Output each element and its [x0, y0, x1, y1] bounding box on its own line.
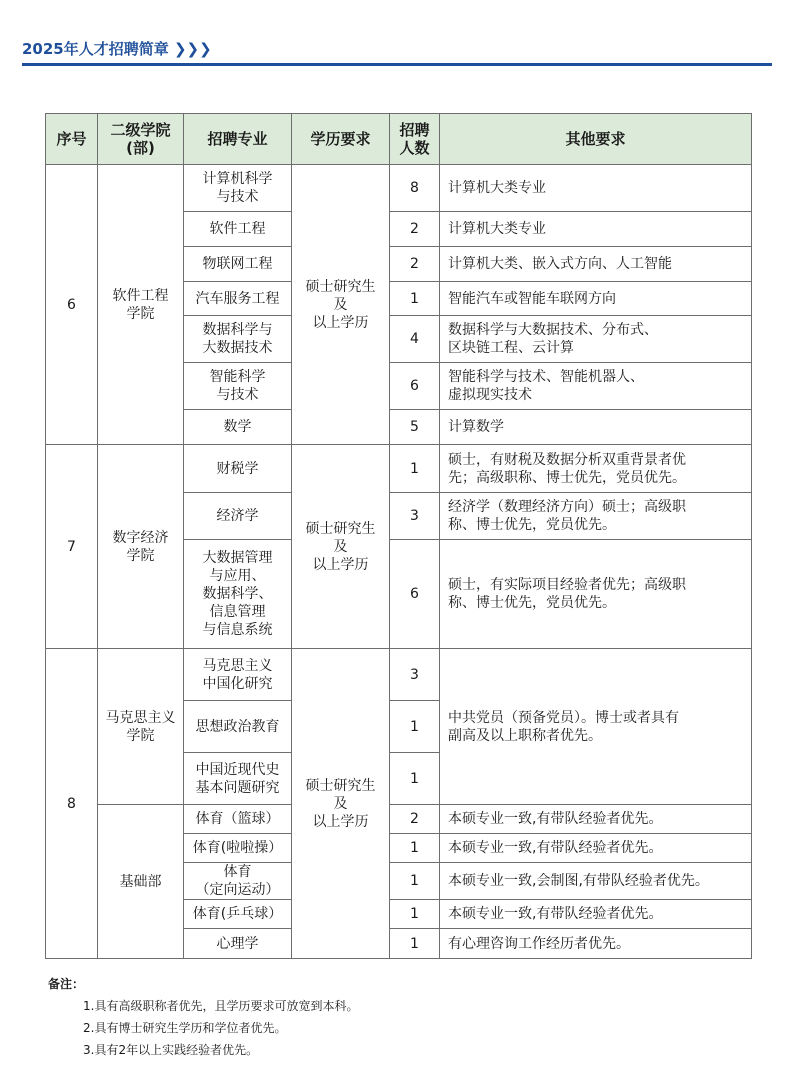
requirement-cell: 硕士，有财税及数据分析双重背景者优 先；高级职称、博士优先，党员优先。: [440, 445, 752, 493]
requirement-cell: 硕士，有实际项目经验者优先；高级职 称、博士优先，党员优先。: [440, 540, 752, 649]
count-cell: 4: [390, 316, 440, 363]
note-item: 3.具有2年以上实践经验者优先。: [83, 1043, 259, 1057]
seq-cell: 7: [46, 445, 98, 649]
table-row: [46, 445, 752, 493]
major-cell: 体育(乒乓球）: [184, 900, 292, 929]
note-item: 1.具有高级职称者优先，且学历要求可放宽到本科。: [83, 999, 359, 1013]
major-cell: 软件工程: [184, 212, 292, 247]
degree-cell: 硕士研究生 及 以上学历: [292, 165, 390, 445]
major-cell: 大数据管理 与应用、 数据科学、 信息管理 与信息系统: [184, 540, 292, 649]
table-row: [46, 649, 752, 701]
count-cell: 1: [390, 282, 440, 316]
count-cell: 5: [390, 410, 440, 445]
notes-title: 备注：: [48, 977, 85, 991]
table-row: [46, 805, 752, 834]
college-cell: 数字经济 学院: [98, 445, 184, 649]
seq-cell: 8: [46, 649, 98, 959]
major-cell: 中国近现代史 基本问题研究: [184, 753, 292, 805]
count-cell: 3: [390, 493, 440, 540]
requirement-cell: 计算机大类专业: [440, 165, 752, 212]
header-college: 二级学院 (部): [98, 114, 184, 165]
requirement-cell: 计算数学: [440, 410, 752, 445]
requirement-cell: 计算机大类、嵌入式方向、人工智能: [440, 247, 752, 282]
count-cell: 6: [390, 363, 440, 410]
college-cell: 马克思主义 学院: [98, 649, 184, 805]
major-cell: 思想政治教育: [184, 701, 292, 753]
major-cell: 体育(啦啦操）: [184, 834, 292, 863]
requirement-cell: 经济学（数理经济方向）硕士；高级职 称、博士优先，党员优先。: [440, 493, 752, 540]
count-cell: 2: [390, 805, 440, 834]
major-cell: 计算机科学 与技术: [184, 165, 292, 212]
requirement-cell: 本硕专业一致,会制图,有带队经验者优先。: [440, 863, 752, 900]
requirement-cell: 智能科学与技术、智能机器人、 虚拟现实技术: [440, 363, 752, 410]
major-cell: 经济学: [184, 493, 292, 540]
count-cell: 3: [390, 649, 440, 701]
count-cell: 1: [390, 929, 440, 959]
degree-cell: 硕士研究生 及 以上学历: [292, 445, 390, 649]
major-cell: 汽车服务工程: [184, 282, 292, 316]
header-other-requirements: 其他要求: [440, 114, 752, 165]
major-cell: 物联网工程: [184, 247, 292, 282]
requirement-cell: 本硕专业一致,有带队经验者优先。: [440, 900, 752, 929]
major-cell: 心理学: [184, 929, 292, 959]
count-cell: 8: [390, 165, 440, 212]
major-cell: 数据科学与 大数据技术: [184, 316, 292, 363]
table-row: [46, 165, 752, 212]
count-cell: 2: [390, 247, 440, 282]
count-cell: 1: [390, 445, 440, 493]
major-cell: 数学: [184, 410, 292, 445]
major-cell: 智能科学 与技术: [184, 363, 292, 410]
count-cell: 2: [390, 212, 440, 247]
table-body: [46, 165, 752, 959]
count-cell: 1: [390, 753, 440, 805]
table-header-row: [46, 114, 752, 165]
header-count: 招聘 人数: [390, 114, 440, 165]
requirement-cell: 智能汽车或智能车联网方向: [440, 282, 752, 316]
count-cell: 1: [390, 834, 440, 863]
major-cell: 体育 （定向运动）: [184, 863, 292, 900]
college-cell: 软件工程 学院: [98, 165, 184, 445]
requirement-cell: 中共党员（预备党员）。博士或者具有 副高及以上职称者优先。: [440, 649, 752, 805]
requirement-cell: 本硕专业一致,有带队经验者优先。: [440, 834, 752, 863]
major-cell: 体育（篮球）: [184, 805, 292, 834]
recruitment-table-container: [45, 113, 751, 964]
count-cell: 1: [390, 863, 440, 900]
requirement-cell: 数据科学与大数据技术、分布式、 区块链工程、云计算: [440, 316, 752, 363]
header-degree: 学历要求: [292, 114, 390, 165]
requirement-cell: 本硕专业一致,有带队经验者优先。: [440, 805, 752, 834]
count-cell: 1: [390, 900, 440, 929]
header-divider: [22, 63, 772, 66]
notes-section: [48, 973, 358, 1061]
requirement-cell: 有心理咨询工作经历者优先。: [440, 929, 752, 959]
header-seq: 序号: [46, 114, 98, 165]
major-cell: 马克思主义 中国化研究: [184, 649, 292, 701]
page-header-title: 2025年人才招聘简章 ❯❯❯: [22, 40, 212, 58]
requirement-cell: 计算机大类专业: [440, 212, 752, 247]
major-cell: 财税学: [184, 445, 292, 493]
recruitment-table: [45, 113, 752, 959]
college-cell: 基础部: [98, 805, 184, 959]
degree-cell: 硕士研究生 及 以上学历: [292, 649, 390, 959]
count-cell: 1: [390, 701, 440, 753]
note-item: 2.具有博士研究生学历和学位者优先。: [83, 1021, 287, 1035]
seq-cell: 6: [46, 165, 98, 445]
header-major: 招聘专业: [184, 114, 292, 165]
count-cell: 6: [390, 540, 440, 649]
